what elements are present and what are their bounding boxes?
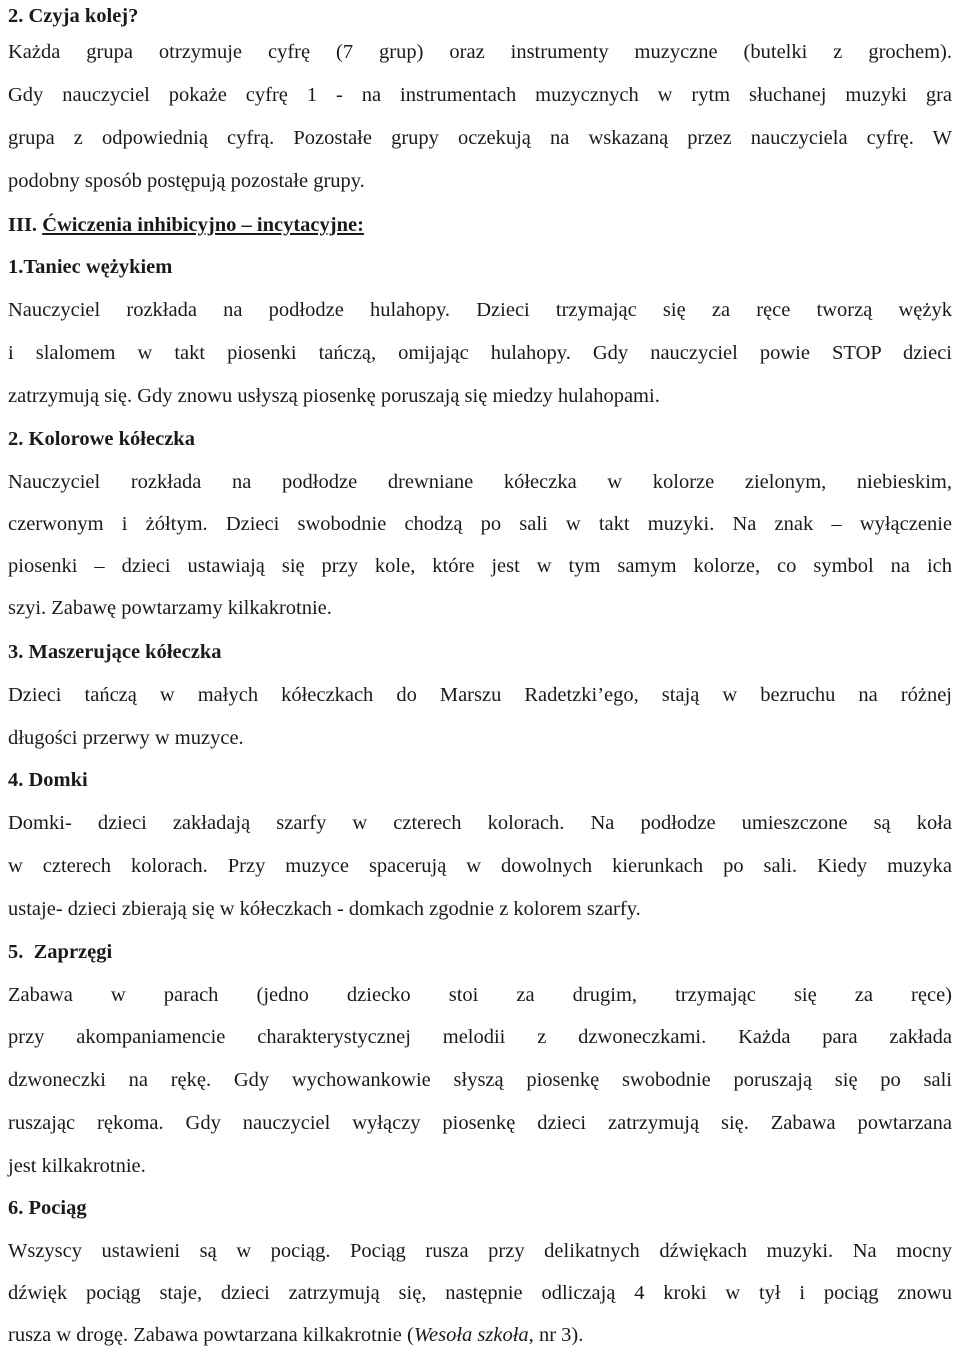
exercise-heading-taniec: 1.Taniec wężykiem [8,256,173,278]
paragraph-line: dzwoneczki na rękę. Gdy wychowankowie słyszą piosenkę swobodnie poruszają się po sali [8,1069,952,1091]
section-heading-iii [8,211,952,239]
exercise-heading-maszerujace [8,638,952,666]
paragraph-line: Wszyscy ustawieni są w pociąg. Pociąg rusza przy delikatnych dźwiękach muzyki. Na mocny [8,1240,952,1262]
paragraph-line: ruszając rękoma. Gdy nauczyciel wyłączy piosenkę dzieci zatrzymują się. Zabawa powtarzana [8,1112,952,1134]
paragraph-line: Każda grupa otrzymuje cyfrę (7 grup) oraz instrumenty muzyczne (butelki z grochem). [8,41,952,63]
paragraph-line: jest kilkakrotnie. [8,1155,146,1177]
heading-number: 5. [8,941,24,963]
heading-title: Maszerujące kółeczka [28,641,222,663]
section-heading-czyja-kolej: 2. Czyja kolej? [8,5,139,27]
paragraph-line: Nauczyciel rozkłada na podłodze drewniane kółeczka w kolorze zielonym, niebieskim, [8,471,952,493]
paragraph-line: grupa z odpowiednią cyfrą. Pozostałe grupy oczekują na wskazaną przez nauczyciela cyfrę. W [8,127,952,149]
paragraph-line: podobny sposób postępują pozostałe grupy. [8,170,365,192]
paragraph-line: piosenki – dzieci ustawiają się przy kole, które jest w tym samym kolorze, co symbol na ich [8,555,952,577]
heading-title: Ćwiczenia inhibicyjno – incytacyjne: [42,214,364,236]
heading-number: 2. [8,428,24,450]
book-title: Wesoła szkoła, [413,1324,534,1346]
exercise-heading-domki: 4. Domki [8,769,88,791]
exercise-heading-kolorowe [8,425,952,453]
paragraph-line: dźwięk pociąg staje, dzieci zatrzymują się, następnie odliczają 4 kroki w tył i pociąg znowu [8,1282,952,1304]
paragraph-line: w czterech kolorach. Przy muzyce spacerują w dowolnych kierunkach po sali. Kiedy muzyka [8,855,952,877]
paragraph-line: czerwonym i żółtym. Dzieci swobodnie chodzą po sali w takt muzyki. Na znak – wyłączenie [8,513,952,535]
paragraph-line: Nauczyciel rozkłada na podłodze hulahopy. Dzieci trzymając się za ręce tworzą wężyk [8,299,952,321]
text-run: rusza w drogę. Zabawa powtarzana kilkakrotnie ( [8,1324,414,1346]
paragraph-line: ustaje- dzieci zbierają się w kółeczkach - domkach zgodnie z kolorem szarfy. [8,898,641,920]
paragraph-line: przy akompaniamencie charakterystycznej melodii z dzwoneczkami. Każda para zakłada [8,1026,952,1048]
paragraph-line: Domki- dzieci zakładają szarfy w czterech kolorach. Na podłodze umieszczone są koła [8,812,952,834]
heading-number: 3. [8,641,24,663]
paragraph-line: szyi. Zabawę powtarzamy kilkakrotnie. [8,597,332,619]
heading-title: Kolorowe kółeczka [28,428,195,450]
exercise-heading-pociag: 6. Pociąg [8,1197,87,1219]
paragraph-line [8,1321,952,1349]
paragraph-line: Gdy nauczyciel pokaże cyfrę 1 - na instrumentach muzycznych w rytm słuchanej muzyki gra [8,84,952,106]
paragraph-line: długości przerwy w muzyce. [8,727,244,749]
heading-title: Zaprzęgi [33,941,113,963]
paragraph-line: zatrzymują się. Gdy znowu usłyszą piosenkę poruszają się miedzy hulahopami. [8,385,660,407]
paragraph-line: Zabawa w parach (jedno dziecko stoi za drugim, trzymając się za ręce) [8,984,952,1006]
text-run: nr 3). [533,1324,584,1346]
heading-number: III. [8,214,38,236]
paragraph-line: i slalomem w takt piosenki tańczą, omijając hulahopy. Gdy nauczyciel powie STOP dzieci [8,342,952,364]
paragraph-line: Dzieci tańczą w małych kółeczkach do Marszu Radetzki’ego, stają w bezruchu na różnej [8,684,952,706]
exercise-heading-zaprzegi [8,938,952,966]
